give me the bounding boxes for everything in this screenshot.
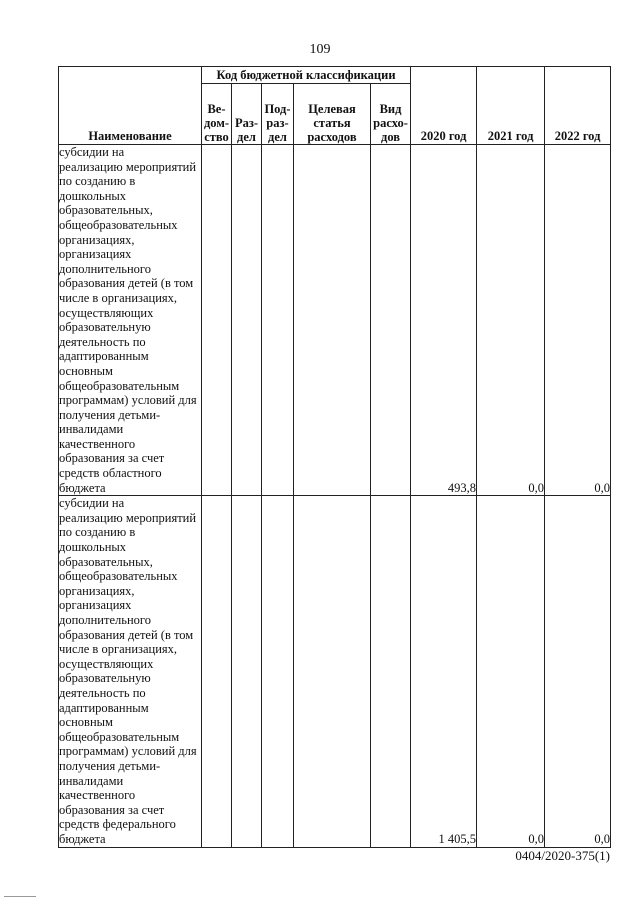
- header-razdel: Раз- дел: [232, 84, 262, 145]
- value-2021: 0,0: [477, 496, 545, 847]
- budget-table: [58, 66, 611, 848]
- value-2022: 0,0: [545, 496, 611, 847]
- value-2020: 1 405,5: [411, 496, 477, 847]
- header-podrazdel: Под- раз- дел: [262, 84, 294, 145]
- page-number: 109: [309, 42, 331, 57]
- row-name-cell: [59, 496, 202, 847]
- code-cell: [294, 145, 371, 496]
- header-celevaya-statya: Целевая статья расходов: [294, 84, 371, 145]
- row-name: субсидии на реализацию мероприятий по созданию в дошкольных образовательных, общеобразовательных организациях, организациях дополнительного образования детей (в том числе в организациях, осуществляющих образовательную деятельность по адаптированным основным общеобразовательным программам) условий для получения детьми- инвалидами качественного образования за счет средств областного бюджета: [59, 145, 197, 495]
- divider: [4, 896, 36, 897]
- code-cell: [262, 145, 294, 496]
- header-year-2022: 2022 год: [545, 67, 611, 145]
- document-code: 0404/2020-375(1): [515, 848, 610, 863]
- code-cell: [262, 496, 294, 847]
- code-cell: [232, 145, 262, 496]
- header-budget-code-group: Код бюджетной классификации: [202, 67, 411, 84]
- header-year-2021: 2021 год: [477, 67, 545, 145]
- header-year-2020: 2020 год: [411, 67, 477, 145]
- value-2022: 0,0: [545, 145, 611, 496]
- table-row: [59, 145, 611, 496]
- code-cell: [202, 496, 232, 847]
- header-vid-rashodov: Вид расхо- дов: [371, 84, 411, 145]
- code-cell: [202, 145, 232, 496]
- table-row: [59, 496, 611, 847]
- header-vedomstvo: Ве- дом- ство: [202, 84, 232, 145]
- code-cell: [371, 496, 411, 847]
- code-cell: [232, 496, 262, 847]
- header-name: Наименование: [59, 67, 202, 145]
- row-name-cell: [59, 145, 202, 496]
- value-2020: 493,8: [411, 145, 477, 496]
- code-cell: [371, 145, 411, 496]
- row-name: субсидии на реализацию мероприятий по созданию в дошкольных образовательных, общеобразовательных организациях, организациях дополнительного образования детей (в том числе в организациях, осуществляющих образовательную деятельность по адаптированным основным общеобразовательным программам) условий для получения детьми- инвалидами качественного образования за счет средств федерального бюджета: [59, 496, 197, 846]
- code-cell: [294, 496, 371, 847]
- value-2021: 0,0: [477, 145, 545, 496]
